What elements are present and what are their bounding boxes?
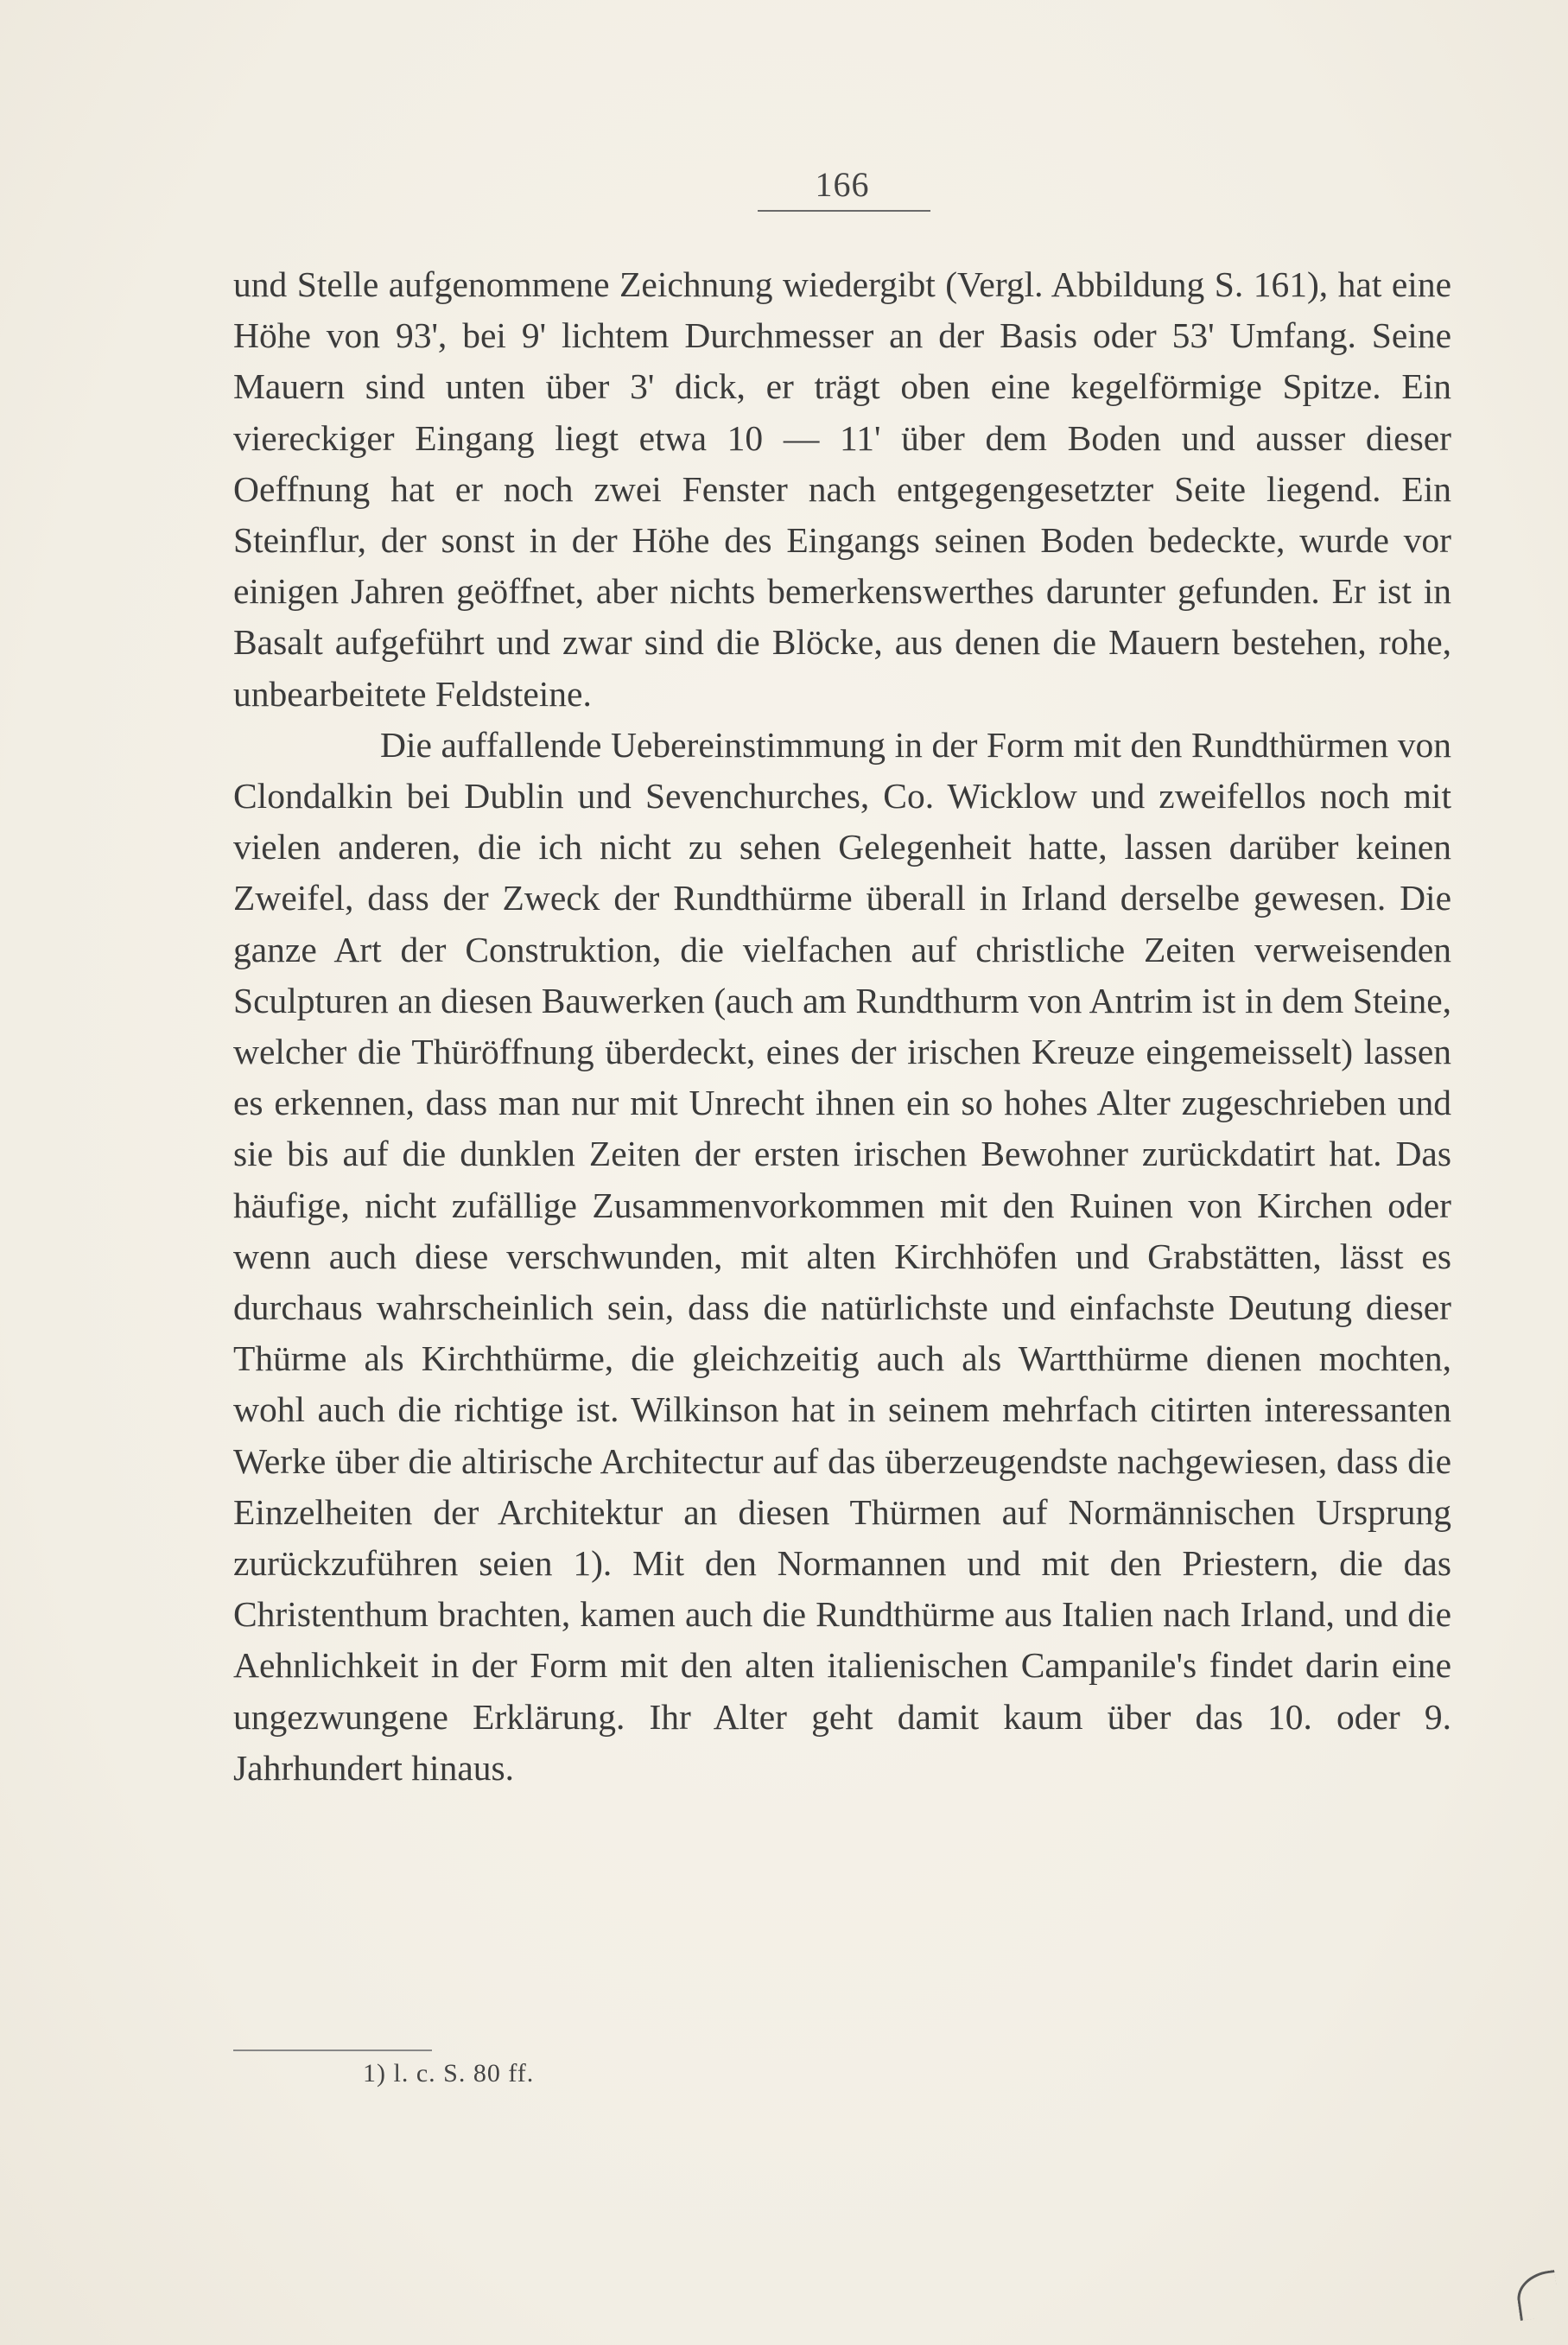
footnote-rule (233, 2049, 432, 2051)
paragraph-1: und Stelle aufgenommene Zeichnung wiedergibt (Vergl. Abbildung S. 161), hat eine Höhe von 93', bei 9' lichtem Durchmesser an der Basis oder 53' Umfang. Seine Mauern sind unten über 3' dick, er trägt oben eine kegelförmige Spitze. Ein viereckiger Eingang liegt etwa 10 — 11' über dem Boden und ausser dieser Oeffnung hat er noch zwei Fenster nach entgegengesetzter Seite liegend. Ein Steinflur, der sonst in der Höhe des Eingangs seinen Boden bedeckte, wurde vor einigen Jahren geöffnet, aber nichts bemerkenswerthes darunter gefunden. Er ist in Basalt aufgeführt und zwar sind die Blöcke, aus denen die Mauern bestehen, rohe, unbearbeitete Feldsteine. (233, 264, 1451, 714)
body-text (233, 259, 1451, 1794)
header-rule (758, 210, 930, 212)
footnote: 1) l. c. S. 80 ff. (363, 2059, 535, 2088)
page-edge-mark (1514, 2270, 1561, 2321)
paragraph-2: Die auffallende Uebereinstimmung in der Form mit den Rundthürmen von Clondalkin bei Dublin und Sevenchurches, Co. Wicklow und zweifellos noch mit vielen anderen, die ich nicht zu sehen Gelegenheit hatte, lassen darüber keinen Zweifel, dass der Zweck der Rundthürme überall in Irland derselbe gewesen. Die ganze Art der Construktion, die vielfachen auf christliche Zeiten verweisenden Sculpturen an diesen Bauwerken (auch am Rundthurm von Antrim ist in dem Steine, welcher die Thüröffnung überdeckt, eines der irischen Kreuze eingemeisselt) lassen es erkennen, dass man nur mit Unrecht ihnen ein so hohes Alter zugeschrieben und sie bis auf die dunklen Zeiten der ersten irischen Bewohner zurückdatirt hat. Das häufige, nicht zufällige Zusammenvorkommen mit den Ruinen von Kirchen oder wenn auch diese verschwunden, mit alten Kirchhöfen und Grabstätten, lässt es durchaus wahrscheinlich sein, dass die natürlichste und einfachste Deutung dieser Thürme als Kirchthürme, die gleichzeitig auch als Wartthürme dienen mochten, wohl auch die richtige ist. Wilkinson hat in seinem mehrfach citirten interessanten Werke über die altirische Architectur auf das überzeugendste nachgewiesen, dass die Einzelheiten der Architektur an diesen Thürmen auf Normännischen Ursprung zurückzuführen seien 1). Mit den Normannen und mit den Priestern, die das Christenthum brachten, kamen auch die Rundthürme aus Italien nach Irland, und die Aehnlichkeit in der Form mit den alten italienischen Campanile's findet darin eine ungezwungene Erklärung. Ihr Alter geht damit kaum über das 10. oder 9. Jahrhundert hinaus. (233, 724, 1451, 1788)
page-number: 166 (815, 165, 870, 204)
